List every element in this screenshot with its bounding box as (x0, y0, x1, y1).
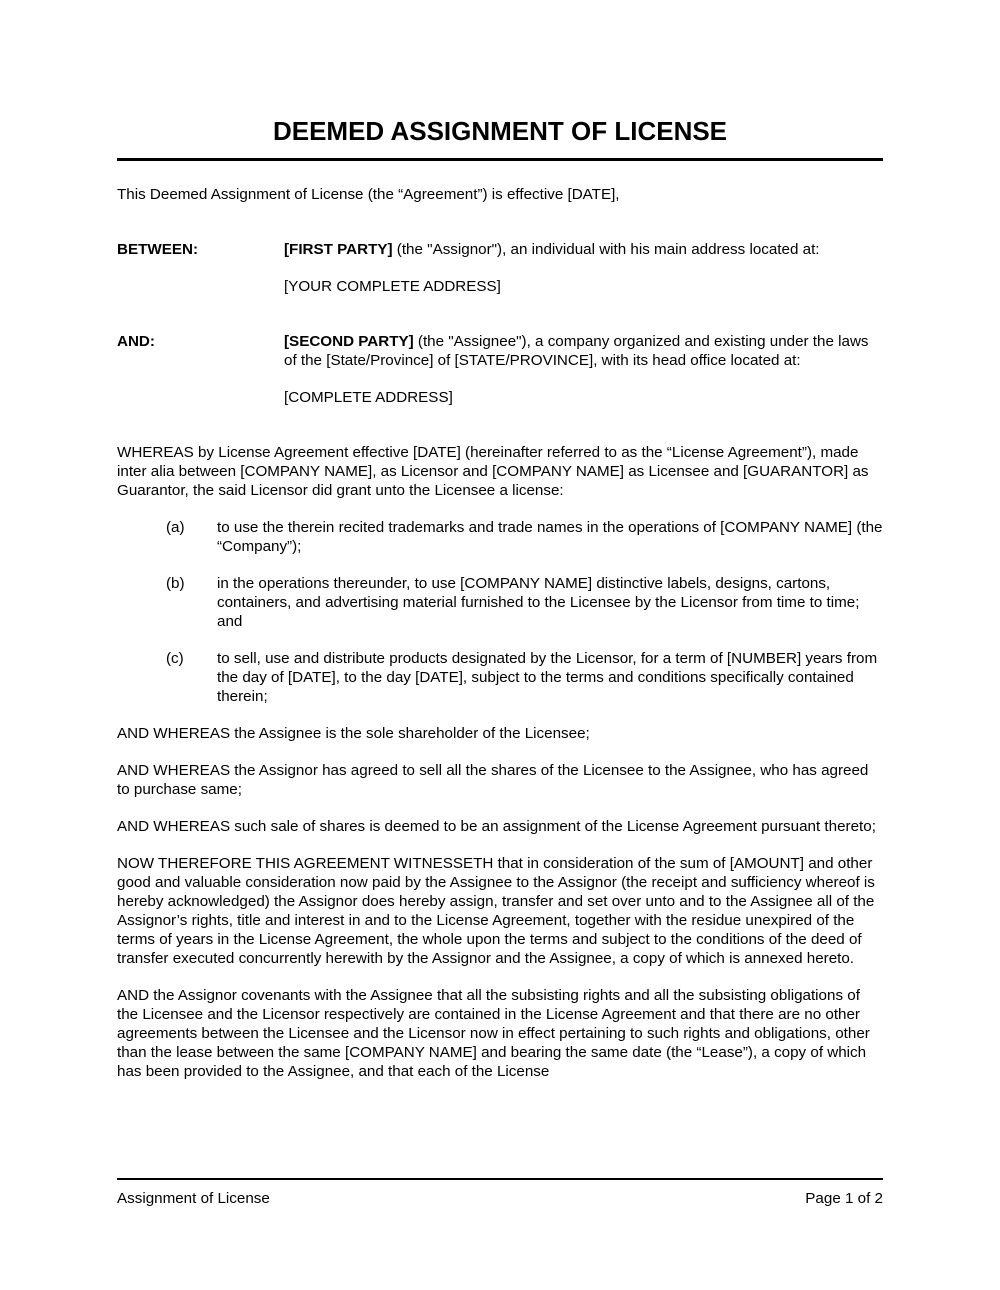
now-therefore-paragraph: NOW THEREFORE THIS AGREEMENT WITNESSETH that in consideration of the sum of [AMOUNT] and other good and valuable consideration now paid by the Assignee to the Assignor (the receipt and sufficiency whereof is hereby acknowledged) the Assignor does hereby assign, transfer and set over unto and to the Assignee all of the Assignor’s rights, title and interest in and to the License Agreement, together with the residue unexpired of the terms of years in the License Agreement, the whole upon the terms and subject to the conditions of the deed of transfer executed concurrently herewith by the Assignor and the Assignee, a copy of which is annexed hereto. (117, 855, 875, 967)
footer-page-number: Page 1 of 2 (805, 1190, 883, 1207)
license-item-a-marker: (a) (166, 519, 185, 536)
second-party-content (284, 332, 883, 407)
license-item-c-text: to sell, use and distribute products designated by the Licensor, for a term of [NUMBER] years from the day of [DATE], to the day [DATE], subject to the terms and conditions specifically contained therein; (217, 650, 878, 705)
and-whereas-paragraph-3: AND WHEREAS such sale of shares is deemed to be an assignment of the License Agreement pursuant thereto; (117, 818, 876, 835)
and-label: AND: (117, 333, 155, 350)
license-item-a (117, 518, 883, 556)
footer-document-name: Assignment of License (117, 1190, 270, 1207)
license-item-b (117, 574, 883, 631)
license-item-c (117, 649, 883, 706)
title-rule (117, 158, 883, 161)
first-party-address: [YOUR COMPLETE ADDRESS] (284, 278, 501, 295)
license-item-a-text: to use the therein recited trademarks and trade names in the operations of [COMPANY NAME] (the “Company”); (217, 519, 883, 555)
second-party-description-text: (the "Assignee"), a company organized and existing under the laws of the [State/Province] of [STATE/PROVINCE], with its head office located at: (284, 333, 869, 369)
intro-paragraph: This Deemed Assignment of License (the “Agreement”) is effective [DATE], (117, 186, 620, 203)
party-row-and (117, 332, 883, 407)
second-party-address: [COMPLETE ADDRESS] (284, 389, 453, 406)
between-label: BETWEEN: (117, 241, 198, 258)
document-title: DEEMED ASSIGNMENT OF LICENSE (272, 116, 728, 146)
first-party-content (284, 240, 883, 296)
party-row-between (117, 240, 883, 296)
license-item-b-marker: (b) (166, 575, 185, 592)
page-footer (117, 1178, 883, 1208)
first-party-description (284, 240, 883, 259)
whereas-paragraph: WHEREAS by License Agreement effective [DATE] (hereinafter referred to as the “License Agreement”), made inter alia between [COMPANY NAME], as Licensor and [COMPANY NAME] as Licensee and [GUARANTOR] as Guarantor, the said Licensor did grant unto the Licensee a license: (117, 444, 869, 499)
footer-rule (117, 1178, 883, 1180)
and-whereas-paragraph-2: AND WHEREAS the Assignor has agreed to sell all the shares of the Licensee to the Assignee, who has agreed to purchase same; (117, 762, 869, 798)
license-item-b-text: in the operations thereunder, to use [COMPANY NAME] distinctive labels, designs, cartons, containers, and advertising material furnished to the Licensee by the Licensor from time to time; and (217, 575, 860, 630)
second-party-description (284, 332, 883, 370)
assignor-covenants-paragraph: AND the Assignor covenants with the Assignee that all the subsisting rights and all the subsisting obligations of the Licensee and the Licensor respectively are contained in the License Agreement and that there are no other agreements between the Licensee and the Licensor now in effect pertaining to such rights and obligations, other than the lease between the same [COMPANY NAME] and bearing the same date (the “Lease”), a copy of which has been provided to the Assignee, and that each of the License (117, 987, 870, 1080)
first-party-name: [FIRST PARTY] (284, 241, 393, 258)
and-whereas-paragraph-1: AND WHEREAS the Assignee is the sole shareholder of the Licensee; (117, 725, 590, 742)
first-party-description-text: (the "Assignor"), an individual with his main address located at: (392, 241, 820, 258)
footer-row (117, 1189, 883, 1208)
license-item-c-marker: (c) (166, 650, 184, 667)
second-party-name: [SECOND PARTY] (284, 333, 414, 350)
